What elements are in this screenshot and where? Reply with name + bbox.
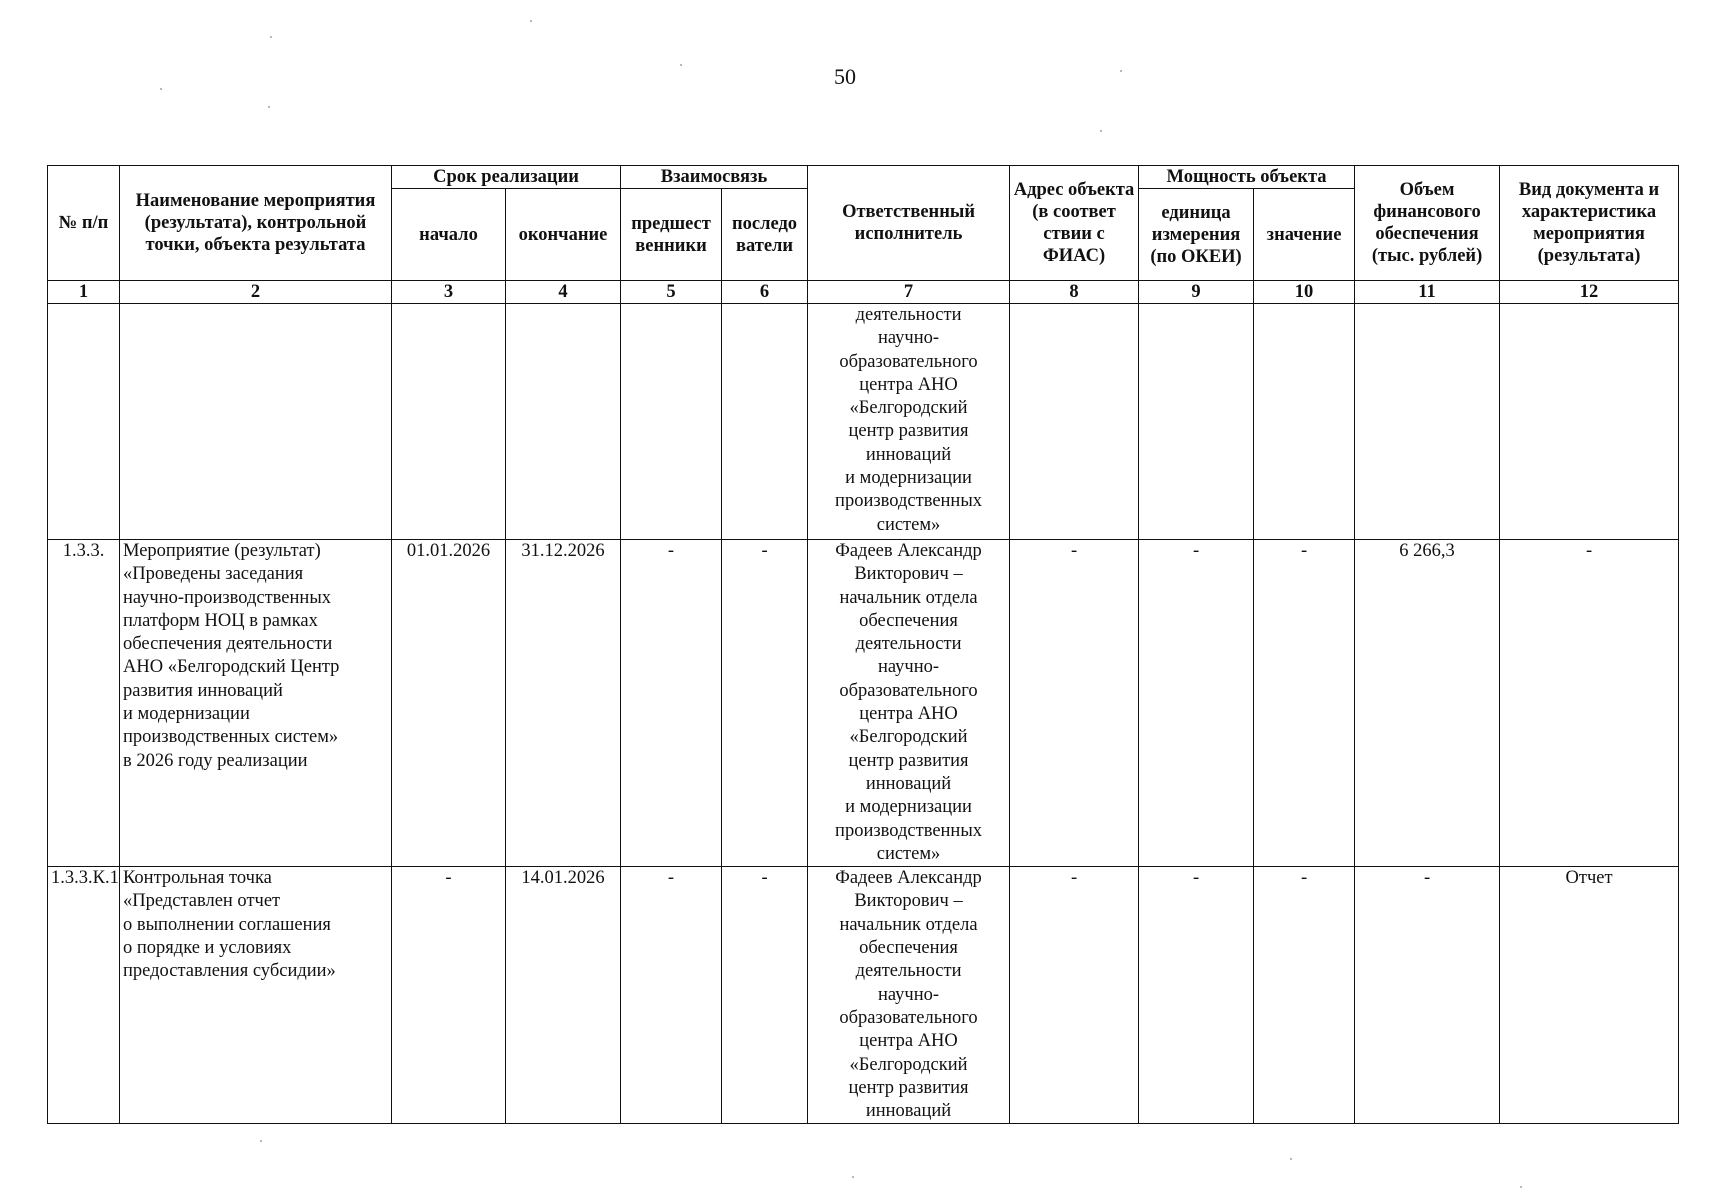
cell-value: - — [1254, 540, 1355, 867]
plan-table-container — [47, 165, 1678, 1124]
header-group-power: Мощность объекта — [1139, 166, 1355, 189]
cell-document: - — [1500, 540, 1679, 867]
cell-name — [120, 304, 392, 540]
cell-name: Мероприятие (результат) «Проведены заседания научно-производственных платформ НОЦ в рамках обеспечения деятельности АНО «Белгородский Центр развития инноваций и модернизации производственных систем» в 2026 году реализации — [120, 540, 392, 867]
cell-value — [1254, 304, 1355, 540]
scan-speck — [1120, 70, 1122, 72]
cell-unit: - — [1139, 867, 1254, 1124]
cell-start: 01.01.2026 — [392, 540, 506, 867]
header-start: начало — [392, 189, 506, 281]
cell-address — [1010, 304, 1139, 540]
header-successors: последо ватели — [722, 189, 808, 281]
table-body — [48, 304, 1679, 1124]
cell-unit: - — [1139, 540, 1254, 867]
column-number: 3 — [392, 281, 506, 304]
scan-speck — [1100, 130, 1102, 132]
cell-successors: - — [722, 540, 808, 867]
cell-successors — [722, 304, 808, 540]
scan-speck — [268, 106, 270, 108]
table-row — [48, 540, 1679, 867]
plan-table — [47, 165, 1679, 1124]
cell-document: Отчет — [1500, 867, 1679, 1124]
header-name: Наименование мероприятия (результата), контрольной точки, объекта результата — [120, 166, 392, 281]
cell-end — [506, 304, 621, 540]
table-row — [48, 867, 1679, 1124]
header-end: окончание — [506, 189, 621, 281]
column-number: 9 — [1139, 281, 1254, 304]
cell-responsible: деятельности научно- образовательного центра АНО «Белгородский центр развития инноваций и модернизации производственных систем» — [808, 304, 1010, 540]
scan-speck — [160, 88, 162, 90]
cell-value: - — [1254, 867, 1355, 1124]
header-responsible: Ответственный исполнитель — [808, 166, 1010, 281]
cell-responsible: Фадеев Александр Викторович – начальник отдела обеспечения деятельности научно- образовательного центра АНО «Белгородский центр развития инноваций и модернизации производственных систем» — [808, 540, 1010, 867]
column-number: 11 — [1355, 281, 1500, 304]
cell-successors: - — [722, 867, 808, 1124]
scan-speck — [260, 1140, 262, 1142]
header-unit: единица измерения (по ОКЕИ) — [1139, 189, 1254, 281]
cell-end: 31.12.2026 — [506, 540, 621, 867]
scan-speck — [530, 20, 532, 22]
scan-speck — [852, 1176, 854, 1178]
column-number: 2 — [120, 281, 392, 304]
cell-start: - — [392, 867, 506, 1124]
scan-speck — [270, 36, 272, 38]
cell-finance: - — [1355, 867, 1500, 1124]
column-number: 7 — [808, 281, 1010, 304]
scan-speck — [680, 64, 682, 66]
cell-name: Контрольная точка «Представлен отчет о выполнении соглашения о порядке и условиях предоставления субсидии» — [120, 867, 392, 1124]
header-group-link: Взаимосвязь — [621, 166, 808, 189]
cell-finance — [1355, 304, 1500, 540]
scan-speck — [1520, 1186, 1522, 1188]
column-number: 5 — [621, 281, 722, 304]
header-document: Вид документа и характеристика мероприятия (результата) — [1500, 166, 1679, 281]
column-number: 4 — [506, 281, 621, 304]
page-number: 50 — [834, 64, 856, 89]
cell-predecessors: - — [621, 540, 722, 867]
cell-end: 14.01.2026 — [506, 867, 621, 1124]
cell-address: - — [1010, 867, 1139, 1124]
table-row-continuation — [48, 304, 1679, 540]
cell-predecessors: - — [621, 867, 722, 1124]
cell-document — [1500, 304, 1679, 540]
cell-finance: 6 266,3 — [1355, 540, 1500, 867]
table-header — [48, 166, 1679, 304]
header-value: значение — [1254, 189, 1355, 281]
header-number: № п/п — [48, 166, 120, 281]
cell-unit — [1139, 304, 1254, 540]
cell-number: 1.3.3.К.1 — [48, 867, 120, 1124]
header-predecessors: предшест венники — [621, 189, 722, 281]
header-group-term: Срок реализации — [392, 166, 621, 189]
cell-responsible: Фадеев Александр Викторович – начальник отдела обеспечения деятельности научно- образовательного центра АНО «Белгородский центр развития инноваций — [808, 867, 1010, 1124]
column-number-row — [48, 281, 1679, 304]
scan-speck — [1290, 1158, 1292, 1160]
column-number: 8 — [1010, 281, 1139, 304]
column-number: 10 — [1254, 281, 1355, 304]
cell-address: - — [1010, 540, 1139, 867]
header-finance: Объем финансового обеспечения (тыс. рублей) — [1355, 166, 1500, 281]
cell-number: 1.3.3. — [48, 540, 120, 867]
cell-number — [48, 304, 120, 540]
column-number: 1 — [48, 281, 120, 304]
column-number: 12 — [1500, 281, 1679, 304]
column-number: 6 — [722, 281, 808, 304]
cell-start — [392, 304, 506, 540]
cell-predecessors — [621, 304, 722, 540]
header-address: Адрес объекта (в соответ ствии с ФИАС) — [1010, 166, 1139, 281]
